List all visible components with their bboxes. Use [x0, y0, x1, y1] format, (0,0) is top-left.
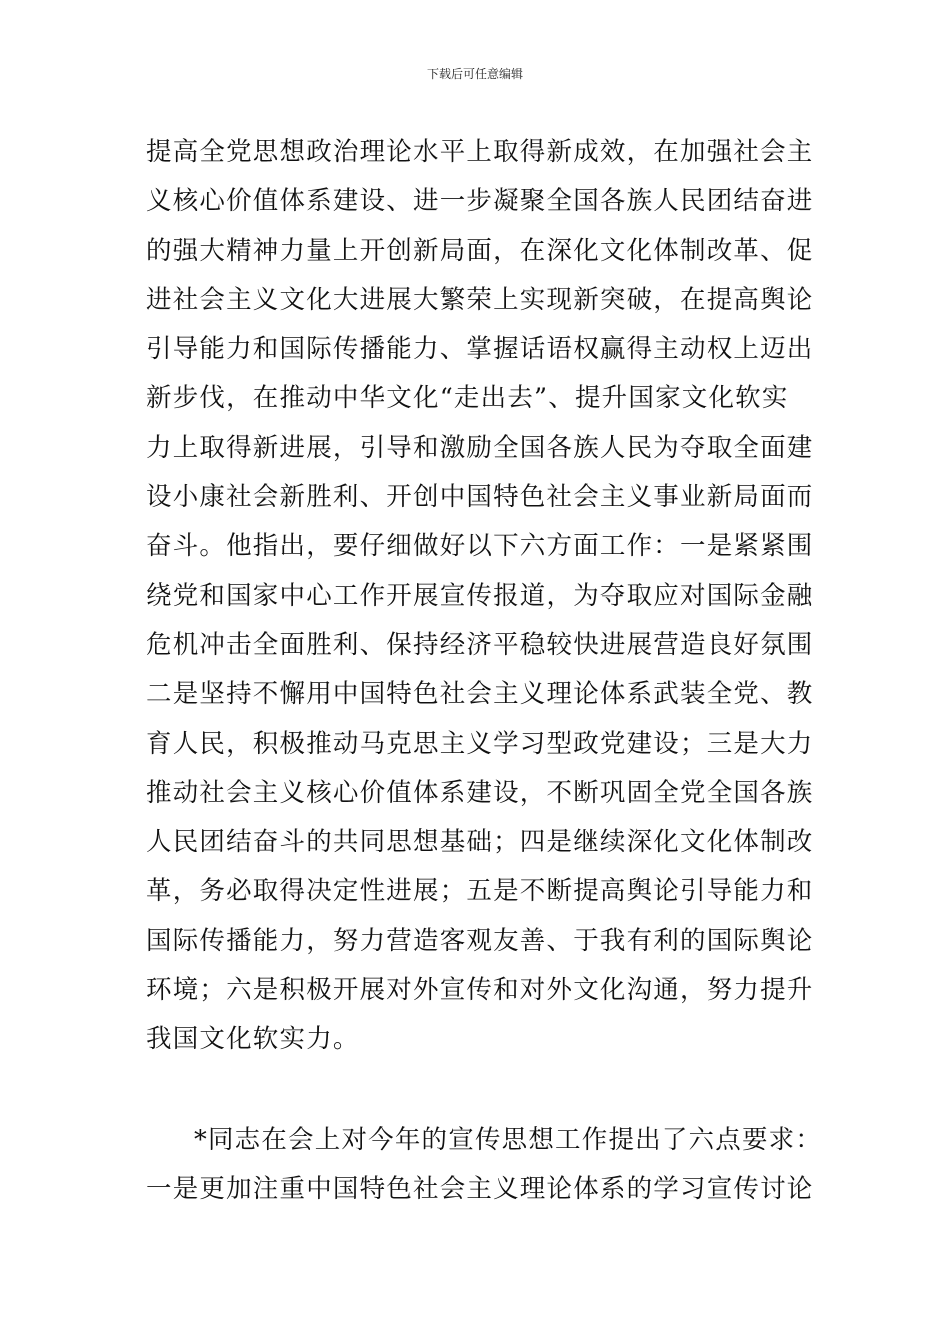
- text-line: 设小康社会新胜利、开创中国特色社会主义事业新局面而: [146, 482, 814, 513]
- text-line: 我国文化软实力。: [146, 1024, 360, 1055]
- paragraph-1: [146, 128, 814, 1065]
- text-line: 奋斗。他指出，要仔细做好以下六方面工作：一是紧紧围: [146, 531, 814, 562]
- text-line: *同志在会上对今年的宣传思想工作提出了六点要求：: [194, 1125, 823, 1155]
- paragraph-2: [146, 1116, 823, 1215]
- text-line: 的强大精神力量上开创新局面，在深化文化体制改革、促: [146, 235, 814, 266]
- text-line: 新步伐，在推动中华文化“走出去”、提升国家文化软实: [146, 383, 789, 414]
- text-line: 育人民，积极推动马克思主义学习型政党建设；三是大力: [146, 728, 814, 759]
- text-line: 国际传播能力，努力营造客观友善、于我有利的国际舆论: [146, 925, 814, 956]
- text-line: 环境；六是积极开展对外宣传和对外文化沟通，努力提升: [146, 975, 814, 1006]
- text-line: 引导能力和国际传播能力、掌握话语权赢得主动权上迈出: [146, 334, 814, 365]
- text-line: 推动社会主义核心价值体系建设，不断巩固全党全国各族: [146, 777, 814, 808]
- text-line: 人民团结奋斗的共同思想基础；四是继续深化文化体制改: [146, 827, 814, 858]
- text-line: 义核心价值体系建设、进一步凝聚全国各族人民团结奋进: [146, 186, 814, 217]
- text-line: 危机冲击全面胜利、保持经济平稳较快进展营造良好氛围: [146, 629, 814, 660]
- text-line: 提高全党思想政治理论水平上取得新成效，在加强社会主: [146, 137, 814, 167]
- text-line: 二是坚持不懈用中国特色社会主义理论体系武装全党、教: [146, 679, 814, 710]
- text-line: 力上取得新进展，引导和激励全国各族人民为夺取全面建: [146, 432, 814, 463]
- text-line: 革，务必取得决定性进展；五是不断提高舆论引导能力和: [146, 876, 814, 907]
- text-line: 绕党和国家中心工作开展宣传报道，为夺取应对国际金融: [146, 580, 814, 611]
- page-header: 下载后可任意编辑: [426, 67, 523, 81]
- text-line: 进社会主义文化大进展大繁荣上实现新突破，在提高舆论: [146, 284, 814, 315]
- text-line: 一是更加注重中国特色社会主义理论体系的学习宣传讨论: [146, 1174, 814, 1205]
